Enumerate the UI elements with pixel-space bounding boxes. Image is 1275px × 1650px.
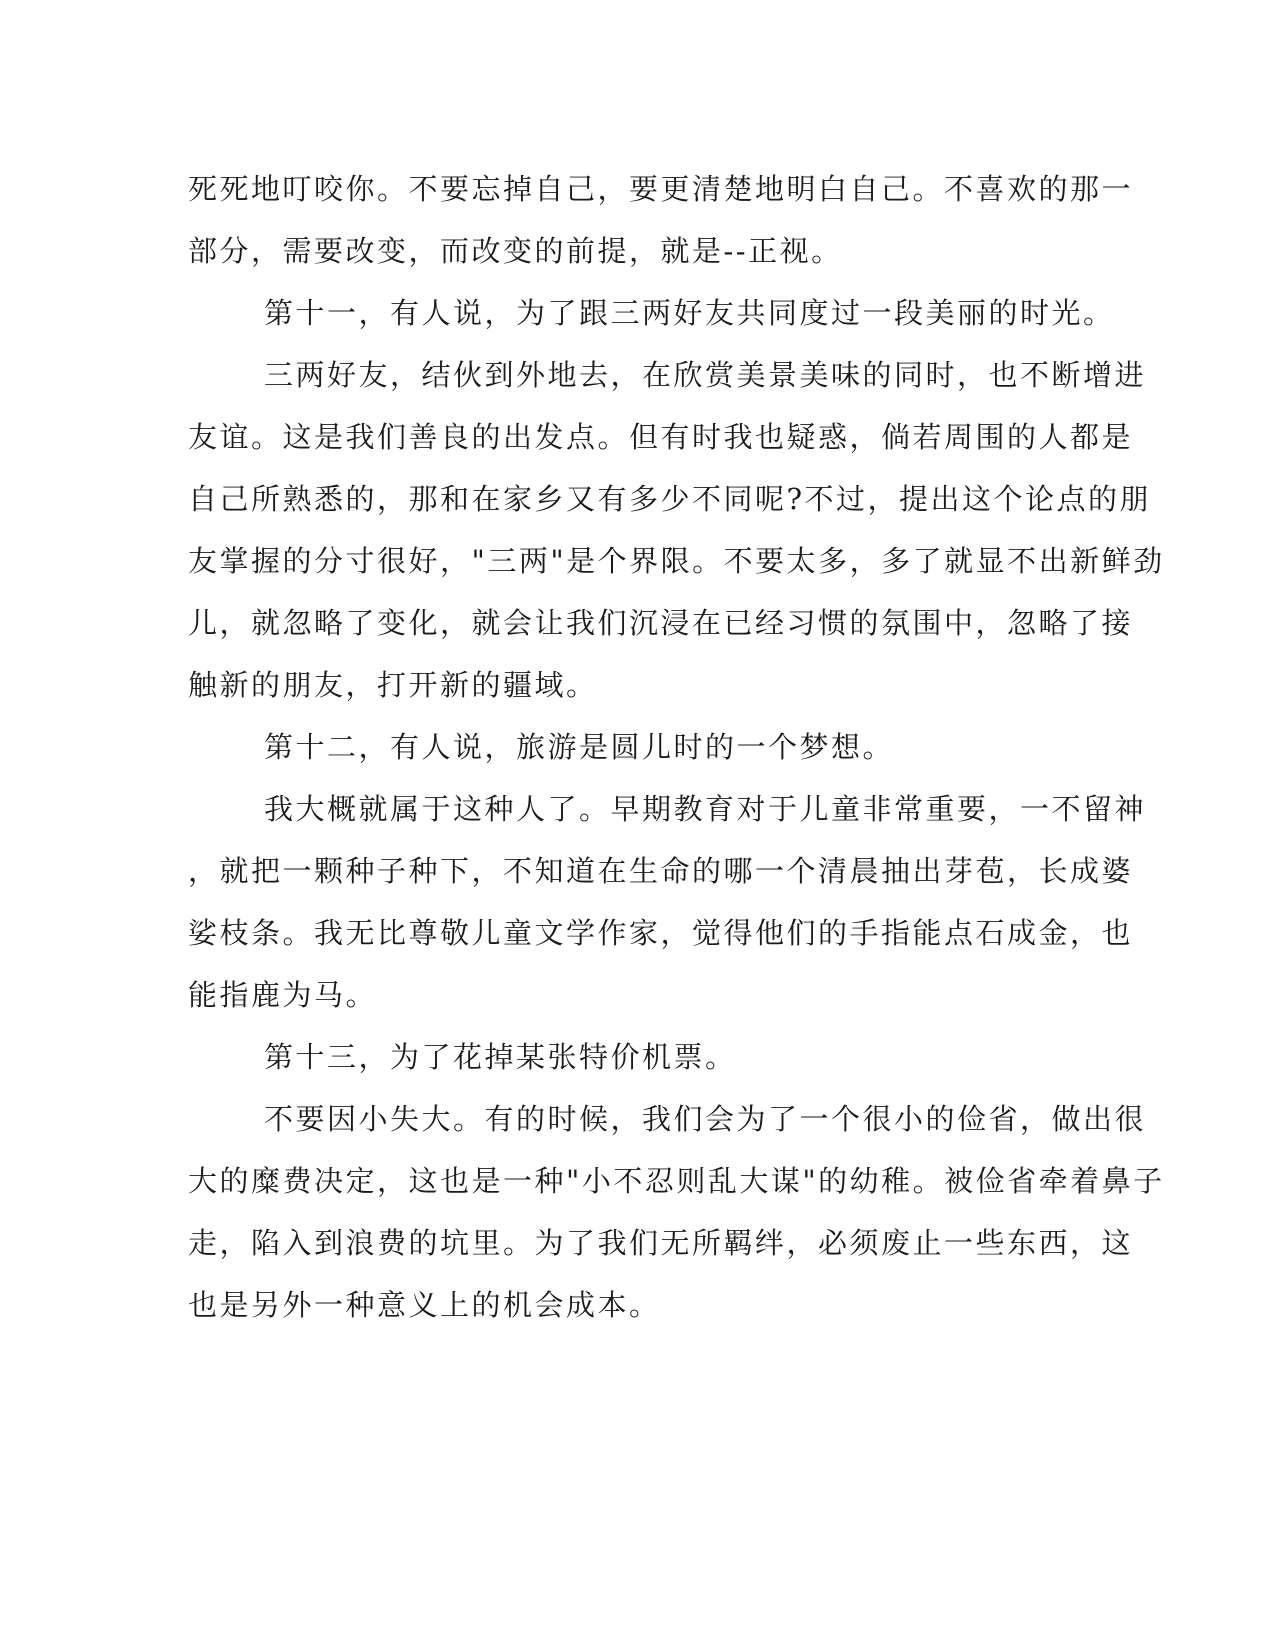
text-line: 三两好友，结伙到外地去，在欣赏美景美味的同时，也不断增进	[264, 358, 1147, 392]
text-line: 儿，就忽略了变化，就会让我们沉浸在已经习惯的氛围中，忽略了接	[188, 606, 1134, 640]
text-line: 不要因小失大。有的时候，我们会为了一个很小的俭省，做出很	[264, 1102, 1147, 1136]
text-line: 能指鹿为马。	[188, 978, 378, 1012]
text-line: 友掌握的分寸很好，"三两"是个界限。不要太多，多了就显不出新鲜劲	[188, 544, 1165, 578]
text-line: 大的糜费决定，这也是一种"小不忍则乱大谋"的幼稚。被俭省牵着鼻子	[188, 1164, 1165, 1198]
text-line: 我大概就属于这种人了。早期教育对于儿童非常重要，一不留神	[264, 792, 1147, 826]
text-line: 娑枝条。我无比尊敬儿童文学作家，觉得他们的手指能点石成金，也	[188, 916, 1134, 950]
text-line: 触新的朋友，打开新的疆域。	[188, 668, 598, 702]
body-text	[188, 158, 1165, 1336]
section-heading-13: 第十三，为了花掉某张特价机票。	[264, 1040, 737, 1074]
text-line: 自己所熟悉的，那和在家乡又有多少不同呢?不过，提出这个论点的朋	[188, 482, 1152, 516]
section-heading-12: 第十二，有人说，旅游是圆儿时的一个梦想。	[264, 730, 895, 764]
text-line: 部分，需要改变，而改变的前提，就是--正视。	[188, 234, 843, 268]
section-heading-11: 第十一，有人说，为了跟三两好友共同度过一段美丽的时光。	[264, 296, 1115, 330]
text-line: 死死地叮咬你。不要忘掉自己，要更清楚地明白自己。不喜欢的那一	[188, 172, 1134, 206]
text-line: ，就把一颗种子种下，不知道在生命的哪一个清晨抽出芽苞，长成婆	[188, 854, 1134, 888]
text-line: 友谊。这是我们善良的出发点。但有时我也疑惑，倘若周围的人都是	[188, 420, 1134, 454]
text-line: 走，陷入到浪费的坑里。为了我们无所羁绊，必须废止一些东西，这	[188, 1226, 1134, 1260]
text-line: 也是另外一种意义上的机会成本。	[188, 1288, 661, 1322]
